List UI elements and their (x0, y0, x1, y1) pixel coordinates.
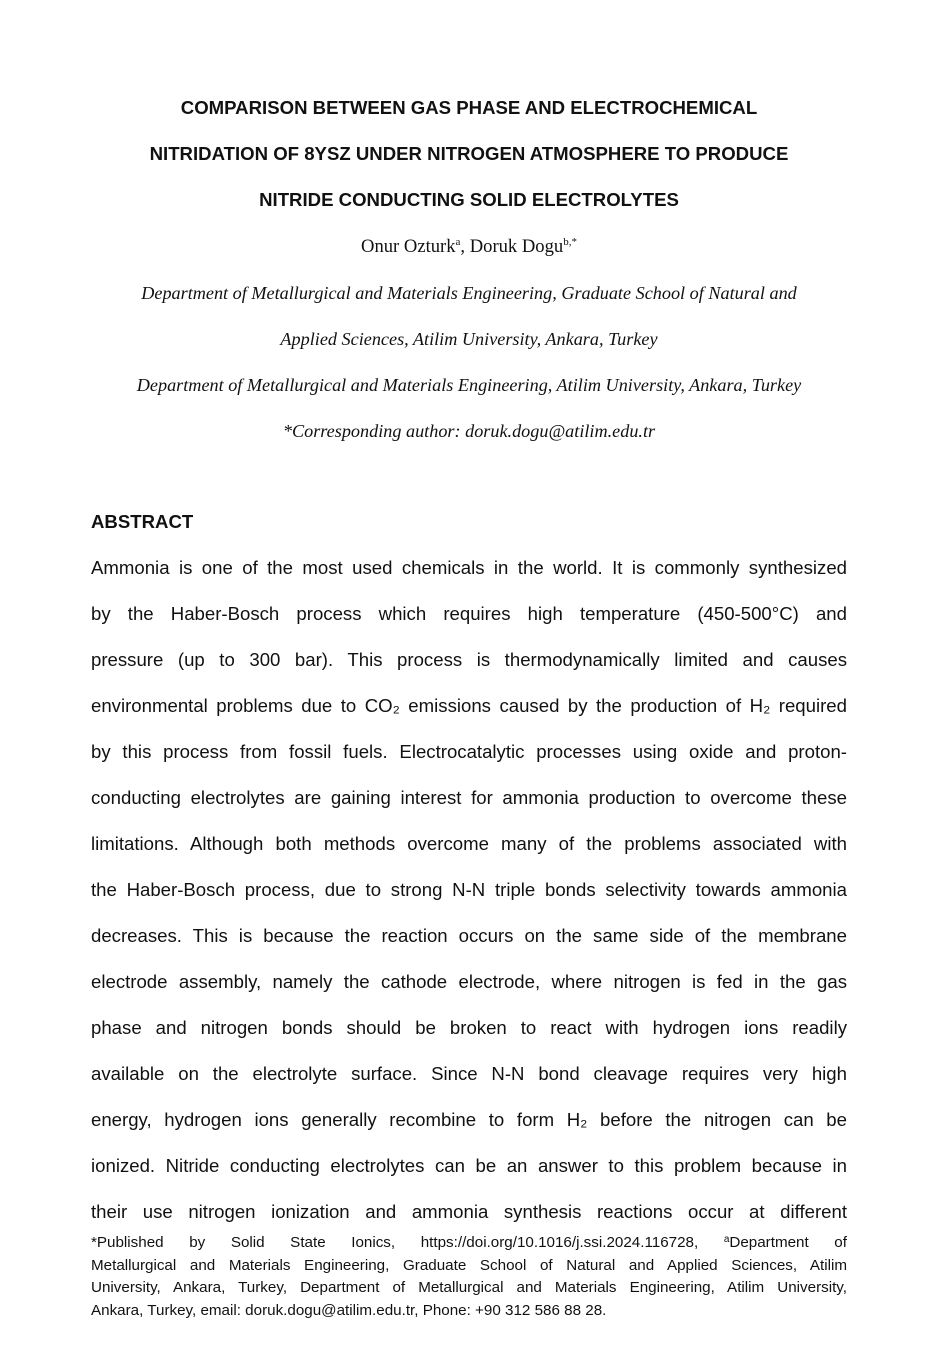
author-affiliation-mark: a (455, 236, 461, 248)
abstract-body (91, 545, 847, 1235)
footnote-line (91, 1232, 847, 1255)
title-line: NITRIDATION OF 8YSZ UNDER NITROGEN ATMOSPHERE TO PRODUCE (149, 143, 789, 164)
author-list (91, 224, 847, 270)
abstract-line: by the Haber-Bosch process which requires high temperature (450-500°C) and (91, 603, 847, 624)
abstract-line: electrode assembly, namely the cathode electrode, where nitrogen is fed in the gas (91, 971, 847, 992)
footnote-line: University, Ankara, Turkey, Department of Metallurgical and Materials Engineering, Atilim University, (91, 1279, 847, 1297)
affiliation-b: Department of Metallurgical and Materials Engineering, Atilim University, Ankara, Turkey (136, 375, 802, 395)
footnote-line: Metallurgical and Materials Engineering, Graduate School of Natural and Applied Sciences, Atilim (91, 1256, 847, 1274)
author-name: Doruk Dogu (469, 236, 564, 257)
corresponding-author: *Corresponding author: doruk.dogu@atilim.edu.tr (282, 421, 656, 441)
abstract-line: conducting electrolytes are gaining interest for ammonia production to overcome these (91, 787, 847, 808)
abstract-line: ionized. Nitride conducting electrolytes can be an answer to this problem because in (91, 1155, 847, 1176)
author-affiliation-mark: b,* (563, 236, 577, 248)
abstract-line: their use nitrogen ionization and ammonia synthesis reactions occur at different (91, 1201, 847, 1222)
paper-title (91, 85, 847, 223)
abstract-line: the Haber-Bosch process, due to strong N-N triple bonds selectivity towards ammonia (91, 879, 847, 900)
affiliation-a-line: Department of Metallurgical and Materials Engineering, Graduate School of Natural and (141, 283, 797, 303)
abstract-line: available on the electrolyte surface. Since N-N bond cleavage requires very high (91, 1063, 847, 1084)
footnote-line: Ankara, Turkey, email: doruk.dogu@atilim.edu.tr, Phone: +90 312 586 88 28. (91, 1301, 607, 1319)
author-name: Onur Ozturk (361, 236, 456, 257)
footnote-published-text: *Published by Solid State Ionics, https://doi.org/10.1016/j.ssi.2024.116728, (91, 1234, 724, 1251)
abstract-line: decreases. This is because the reaction occurs on the same side of the membrane (91, 925, 847, 946)
author-separator: , (460, 236, 470, 257)
abstract-heading: ABSTRACT (91, 511, 194, 532)
affiliations (91, 270, 847, 454)
title-line: NITRIDE CONDUCTING SOLID ELECTROLYTES (259, 189, 679, 210)
footnote-affiliation-mark: a (723, 1234, 730, 1245)
abstract-line: Ammonia is one of the most used chemicals in the world. It is commonly synthesized (91, 557, 847, 578)
abstract-line: environmental problems due to CO₂ emissions caused by the production of H₂ required (91, 695, 847, 716)
abstract-line: phase and nitrogen bonds should be broken to react with hydrogen ions readily (91, 1017, 847, 1038)
abstract-line: pressure (up to 300 bar). This process is thermodynamically limited and causes (91, 649, 847, 670)
abstract-line: by this process from fossil fuels. Electrocatalytic processes using oxide and proton- (91, 741, 847, 762)
footnote-affiliation-text: Department of (729, 1234, 847, 1251)
abstract-line: energy, hydrogen ions generally recombine to form H₂ before the nitrogen can be (91, 1109, 847, 1130)
publication-footnote (91, 1232, 847, 1322)
title-line: COMPARISON BETWEEN GAS PHASE AND ELECTROCHEMICAL (180, 97, 758, 118)
abstract-line: limitations. Although both methods overcome many of the problems associated with (91, 833, 847, 854)
affiliation-a-line: Applied Sciences, Atilim University, Ankara, Turkey (280, 329, 658, 349)
